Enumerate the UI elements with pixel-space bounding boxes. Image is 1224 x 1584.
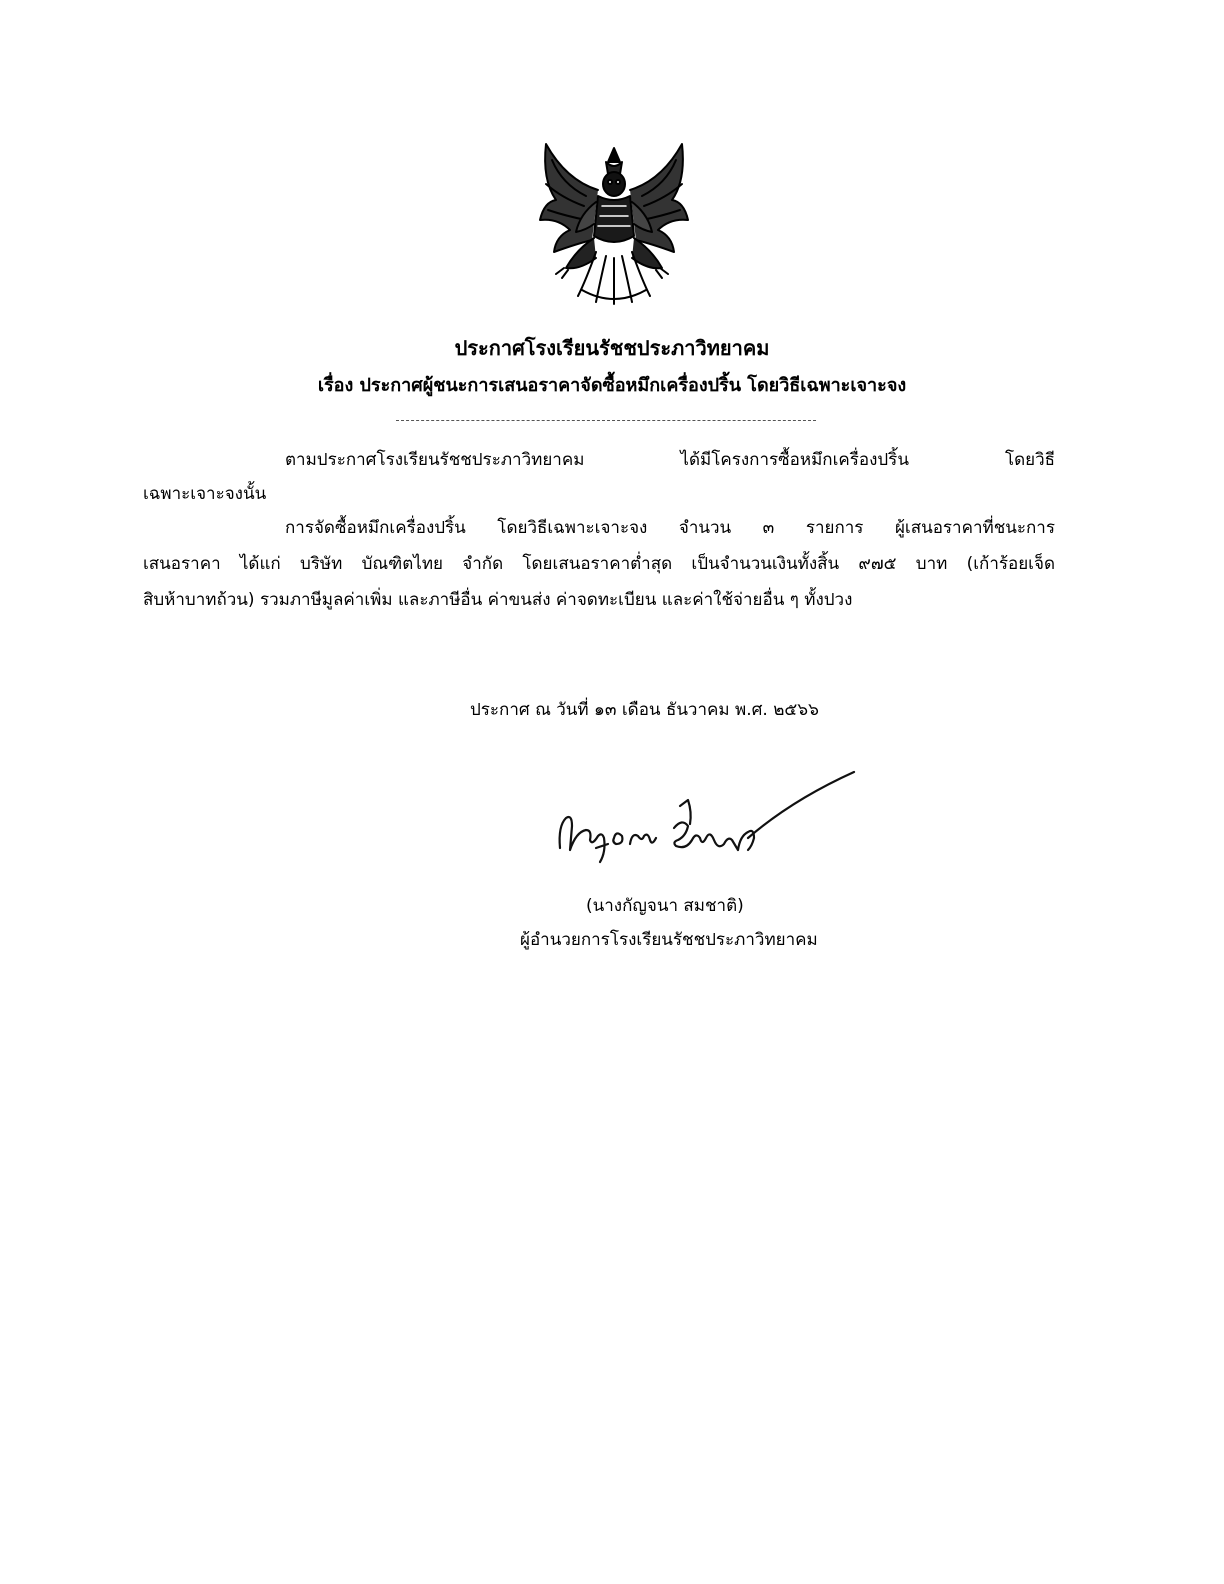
- para2-line2: เสนอราคา ได้แก่ บริษัท บัณฑิตไทย จำกัด โดยเสนอราคาต่ำสุด เป็นจำนวนเงินทั้งสิ้น ๙๗๕ บาท (เก้าร้อยเจ็ด: [143, 554, 1055, 574]
- para2-line1: การจัดซื้อหมึกเครื่องปริ้น โดยวิธีเฉพาะเจาะจง จำนวน ๓ รายการ ผู้เสนอราคาที่ชนะการ: [285, 518, 1055, 538]
- para1-line1: ตามประกาศโรงเรียนรัชชประภาวิทยาคม ได้มีโครงการซื้อหมึกเครื่องปริ้น โดยวิธี: [285, 450, 1055, 470]
- announcement-subject: เรื่อง ประกาศผู้ชนะการเสนอราคาจัดซื้อหมึกเครื่องปริ้น โดยวิธีเฉพาะเจาะจง: [317, 375, 907, 396]
- title-divider: [396, 420, 816, 421]
- garuda-emblem-icon: [536, 140, 692, 306]
- announcement-date: ประกาศ ณ วันที่ ๑๓ เดือน ธันวาคม พ.ศ. ๒๕๖๖: [470, 700, 819, 720]
- announcement-title: ประกาศโรงเรียนรัชชประภาวิทยาคม: [454, 336, 770, 360]
- handwritten-signature-icon: [552, 766, 862, 866]
- signer-position: ผู้อำนวยการโรงเรียนรัชชประภาวิทยาคม: [520, 930, 818, 950]
- para2-line3: สิบห้าบาทถ้วน) รวมภาษีมูลค่าเพิ่ม และภาษีอื่น ค่าขนส่ง ค่าจดทะเบียน และค่าใช้จ่ายอื่น ๆ ทั้งปวง: [143, 590, 853, 610]
- para1-line2: เฉพาะเจาะจงนั้น: [143, 484, 267, 504]
- signer-name: (นางกัญจนา สมชาติ): [586, 896, 744, 916]
